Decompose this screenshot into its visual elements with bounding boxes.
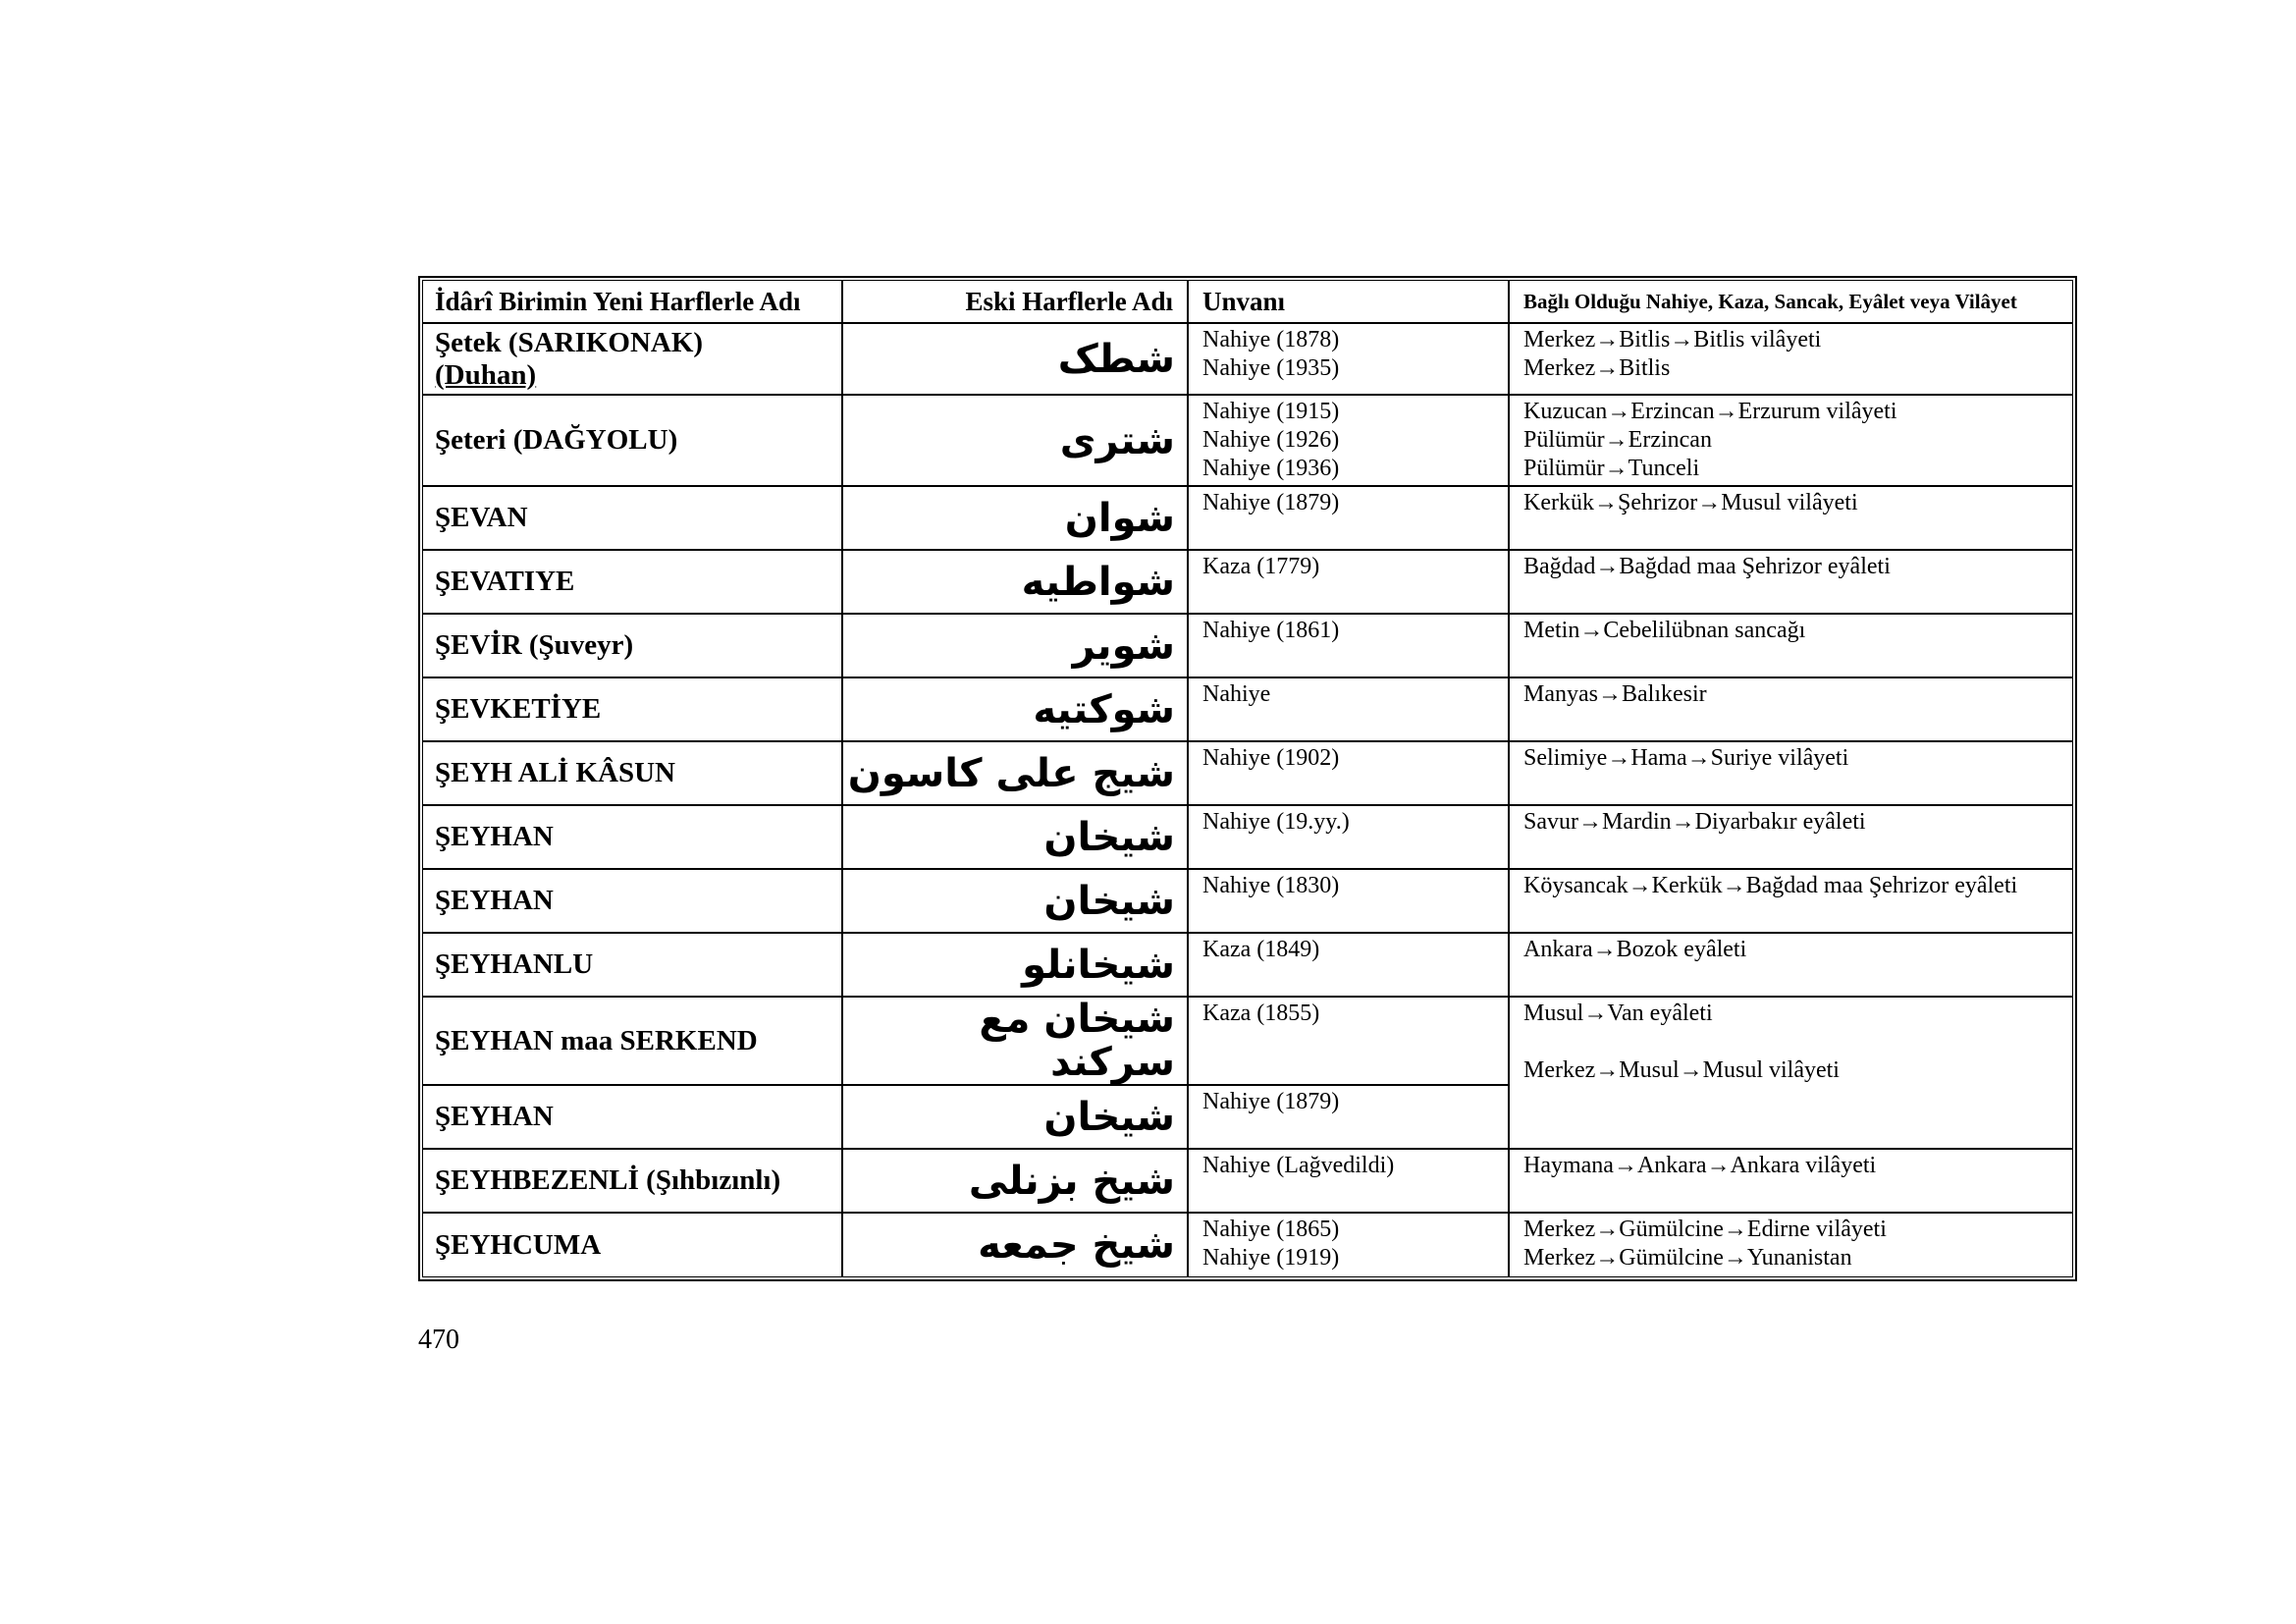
table-row — [422, 614, 2073, 677]
affiliation: Kuzucan→Erzincan→Erzurum vilâyeti Pülümür→Erzincan Pülümür→Tunceli — [1509, 395, 2073, 486]
title: Kaza (1849) — [1188, 933, 1509, 997]
new-name: ŞEYHANLU — [422, 933, 842, 997]
title: Nahiye (1830) — [1188, 869, 1509, 933]
title: Nahiye (1878) Nahiye (1935) — [1188, 323, 1509, 395]
title: Nahiye (19.yy.) — [1188, 805, 1509, 869]
new-name: ŞEYHBEZENLİ (Şıhbızınlı) — [422, 1149, 842, 1213]
affiliation: Merkez→Bitlis→Bitlis vilâyeti Merkez→Bitlis — [1509, 323, 2073, 395]
old-name: شيخانلو — [842, 933, 1188, 997]
page-number: 470 — [418, 1325, 459, 1355]
new-name: ŞEYHAN — [422, 1085, 842, 1149]
old-name: شيخان — [842, 869, 1188, 933]
affiliation: Musul→Van eyâleti Merkez→Musul→Musul vilâyeti — [1509, 997, 2073, 1149]
header-old-name: Eski Harflerle Adı — [842, 280, 1188, 323]
affiliation: Merkez→Gümülcine→Edirne vilâyeti Merkez→Gümülcine→Yunanistan — [1509, 1213, 2073, 1277]
title: Nahiye (1879) — [1188, 1085, 1509, 1149]
affiliation: Metin→Cebelilübnan sancağı — [1509, 614, 2073, 677]
old-name: شيج على كاسون — [842, 741, 1188, 805]
new-name: Şeteri (DAĞYOLU) — [422, 395, 842, 486]
affiliation: Kerkük→Şehrizor→Musul vilâyeti — [1509, 486, 2073, 550]
title: Nahiye (1879) — [1188, 486, 1509, 550]
table-row — [422, 1213, 2073, 1277]
new-name: ŞEVATIYE — [422, 550, 842, 614]
title: Nahiye (1915) Nahiye (1926) Nahiye (1936) — [1188, 395, 1509, 486]
affiliation: Bağdad→Bağdad maa Şehrizor eyâleti — [1509, 550, 2073, 614]
old-name: شيخان مع سركند — [842, 997, 1188, 1085]
header-affiliation: Bağlı Olduğu Nahiye, Kaza, Sancak, Eyâlet veya Vilâyet — [1509, 280, 2073, 323]
affiliation: Haymana→Ankara→Ankara vilâyeti — [1509, 1149, 2073, 1213]
header-new-name: İdârî Birimin Yeni Harflerle Adı — [422, 280, 842, 323]
table-row — [422, 1149, 2073, 1213]
affiliation: Köysancak→Kerkük→Bağdad maa Şehrizor eyâleti — [1509, 869, 2073, 933]
table-row — [422, 323, 2073, 395]
new-name: ŞEVKETİYE — [422, 677, 842, 741]
affiliation: Ankara→Bozok eyâleti — [1509, 933, 2073, 997]
header-row — [422, 280, 2073, 323]
title: Nahiye (Lağvedildi) — [1188, 1149, 1509, 1213]
table-row — [422, 677, 2073, 741]
old-name: شيخان — [842, 805, 1188, 869]
new-name: ŞEYH ALİ KÂSUN — [422, 741, 842, 805]
table-row — [422, 997, 2073, 1085]
new-name: ŞEYHAN — [422, 805, 842, 869]
new-name: ŞEVİR (Şuveyr) — [422, 614, 842, 677]
old-name: شوكتيه — [842, 677, 1188, 741]
new-name: Şetek (SARIKONAK) (Duhan) — [422, 323, 842, 395]
old-name: شترى — [842, 395, 1188, 486]
new-name: ŞEYHAN — [422, 869, 842, 933]
title: Kaza (1855) — [1188, 997, 1509, 1085]
table-row — [422, 805, 2073, 869]
table-row — [422, 741, 2073, 805]
header-title: Unvanı — [1188, 280, 1509, 323]
data-table — [418, 276, 2077, 1281]
old-name: شيخ جمعه — [842, 1213, 1188, 1277]
old-name: شيخ بزنلى — [842, 1149, 1188, 1213]
affiliation: Savur→Mardin→Diyarbakır eyâleti — [1509, 805, 2073, 869]
new-name: ŞEYHCUMA — [422, 1213, 842, 1277]
table-row — [422, 395, 2073, 486]
new-name: ŞEYHAN maa SERKEND — [422, 997, 842, 1085]
old-name: شواطيه — [842, 550, 1188, 614]
affiliation: Selimiye→Hama→Suriye vilâyeti — [1509, 741, 2073, 805]
table-row — [422, 933, 2073, 997]
table-row — [422, 486, 2073, 550]
title: Nahiye (1865) Nahiye (1919) — [1188, 1213, 1509, 1277]
table-row — [422, 869, 2073, 933]
title: Nahiye (1861) — [1188, 614, 1509, 677]
old-name: شوان — [842, 486, 1188, 550]
title: Kaza (1779) — [1188, 550, 1509, 614]
title: Nahiye (1902) — [1188, 741, 1509, 805]
table-row — [422, 550, 2073, 614]
affiliation: Manyas→Balıkesir — [1509, 677, 2073, 741]
old-name: شيخان — [842, 1085, 1188, 1149]
title: Nahiye — [1188, 677, 1509, 741]
old-name: شوير — [842, 614, 1188, 677]
old-name: شطک — [842, 323, 1188, 395]
new-name: ŞEVAN — [422, 486, 842, 550]
